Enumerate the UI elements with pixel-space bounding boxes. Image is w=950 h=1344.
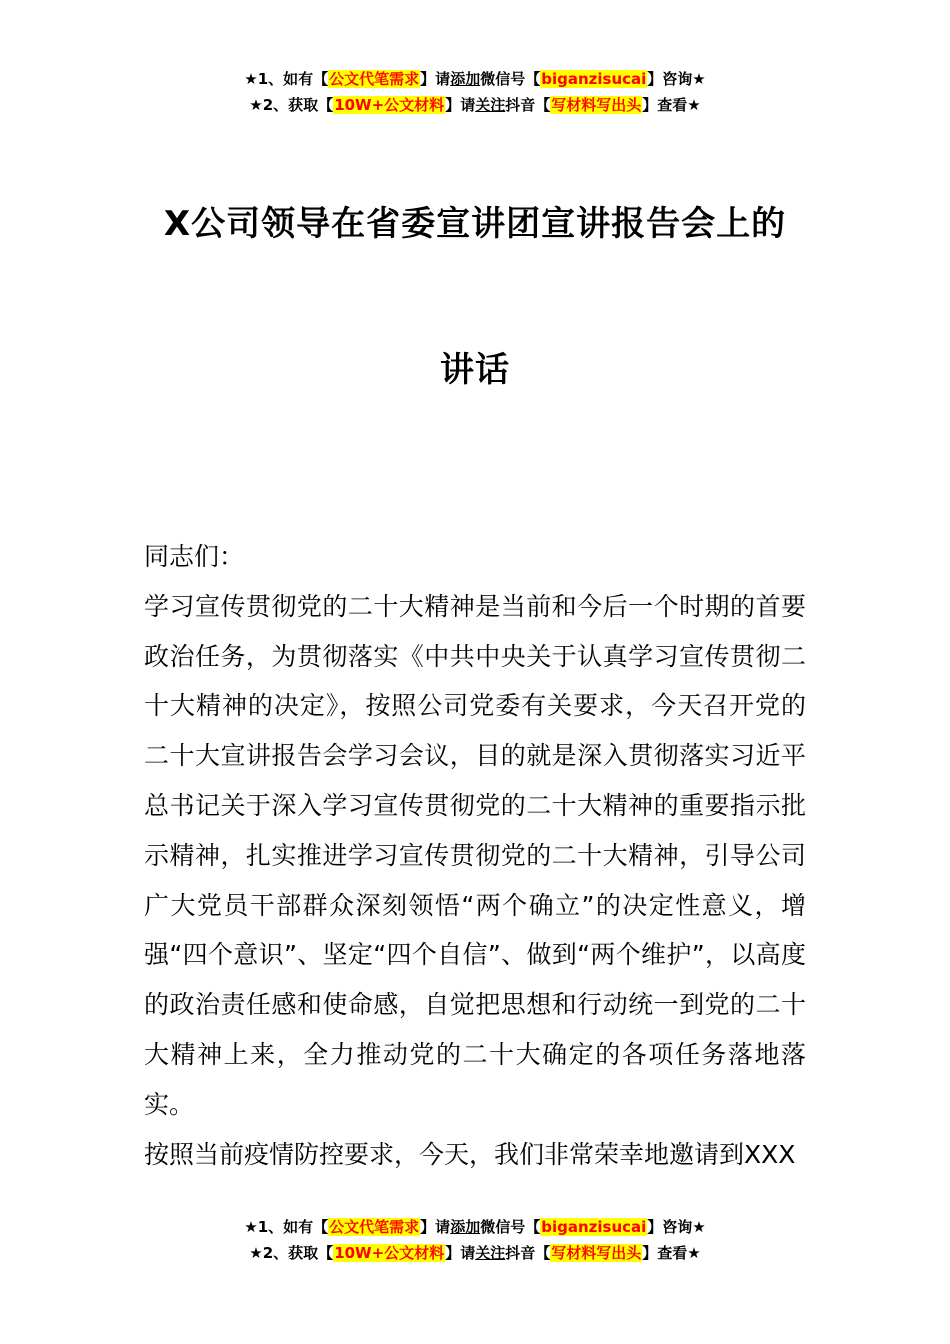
banner-bracket: 【	[318, 96, 334, 114]
banner-text: 抖音	[505, 96, 536, 114]
banner-text: 】查看★	[642, 1244, 701, 1262]
banner-line-1	[0, 1214, 950, 1240]
banner-text: ★1、如有	[244, 1218, 314, 1236]
banner-text: 】查看★	[642, 96, 701, 114]
banner-text: 】咨询★	[647, 1218, 706, 1236]
banner-bracket: 【	[525, 70, 541, 88]
banner-highlight-materials: 10W+公文材料	[334, 1244, 445, 1262]
banner-highlight-wechat: biganzisucai	[541, 70, 647, 88]
banner-text: 抖音	[505, 1244, 536, 1262]
banner-underline: 添加	[450, 70, 481, 88]
document-title-line-2: 讲话	[440, 350, 510, 390]
banner-text: 】请	[420, 70, 451, 88]
banner-highlight-douyin: 写材料写出头	[551, 1244, 642, 1262]
banner-bracket: 【	[313, 1218, 329, 1236]
banner-bracket: 【	[318, 1244, 334, 1262]
banner-text: ★2、获取	[249, 1244, 319, 1262]
banner-highlight-materials: 10W+公文材料	[334, 96, 445, 114]
salutation: 同志们：	[144, 542, 245, 571]
banner-text: ★1、如有	[244, 70, 314, 88]
document-body	[144, 532, 806, 1179]
banner-text: 】请	[445, 1244, 476, 1262]
banner-bracket: 【	[525, 1218, 541, 1236]
banner-line-2	[0, 1240, 950, 1266]
header-banner	[0, 66, 950, 118]
banner-text: 】请	[445, 96, 476, 114]
banner-highlight-wechat: biganzisucai	[541, 1218, 647, 1236]
banner-bracket: 【	[535, 96, 551, 114]
document-title-line-1: X公司领导在省委宣讲团宣讲报告会上的	[163, 204, 787, 244]
banner-text: 】咨询★	[647, 70, 706, 88]
banner-text: ★2、获取	[249, 96, 319, 114]
banner-highlight-service: 公文代笔需求	[329, 70, 420, 88]
banner-underline: 关注	[475, 1244, 506, 1262]
banner-line-1	[0, 66, 950, 92]
banner-highlight-douyin: 写材料写出头	[551, 96, 642, 114]
footer-banner	[0, 1214, 950, 1266]
banner-bracket: 【	[313, 70, 329, 88]
banner-line-2	[0, 92, 950, 118]
banner-text: 】请	[420, 1218, 451, 1236]
body-paragraph-2: 按照当前疫情防控要求，今天，我们非常荣幸地邀请到XXX	[144, 1139, 796, 1169]
body-paragraph-1: 学习宣传贯彻党的二十大精神是当前和今后一个时期的首要政治任务，为贯彻落实《中共中央关于认真学习宣传贯彻二十大精神的决定》，按照公司党委有关要求，今天召开党的二十大宣讲报告会学习会议，目的就是深入贯彻落实习近平总书记关于深入学习宣传贯彻党的二十大精神的重要指示批示精神，扎实推进学习宣传贯彻党的二十大精神，引导公司广大党员干部群众深刻领悟“两个确立”的决定性意义，增强“四个意识”、坚定“四个自信”、做到“两个维护”，以高度的政治责任感和使命感，自觉把思想和行动统一到党的二十大精神上来，全力推动党的二十大确定的各项任务落地落实。	[144, 591, 806, 1119]
banner-text: 微信号	[480, 1218, 526, 1236]
banner-underline: 关注	[475, 96, 506, 114]
banner-text: 微信号	[480, 70, 526, 88]
banner-highlight-service: 公文代笔需求	[329, 1218, 420, 1236]
banner-underline: 添加	[450, 1218, 481, 1236]
banner-bracket: 【	[535, 1244, 551, 1262]
